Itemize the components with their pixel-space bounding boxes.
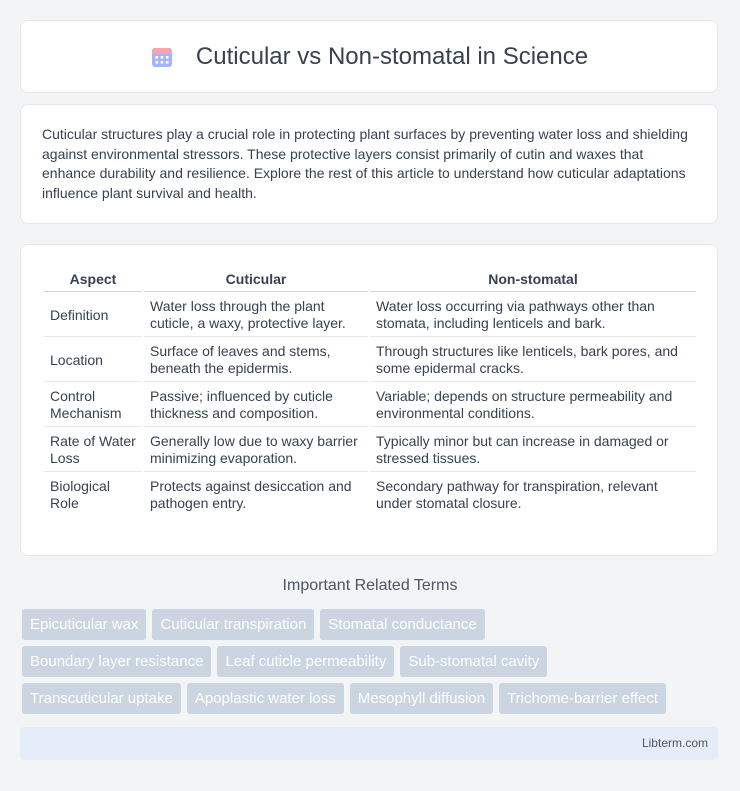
aspect-cell: Rate of Water Loss [44, 429, 142, 472]
term-tag[interactable]: Boundary layer resistance [22, 646, 211, 677]
tag-row [22, 646, 722, 677]
term-tag[interactable]: Apoplastic water loss [187, 683, 344, 714]
column-header-non-stomatal: Non-stomatal [370, 267, 696, 292]
related-terms-tags [22, 609, 722, 720]
term-tag[interactable]: Trichome-barrier effect [499, 683, 666, 714]
table-header-row [44, 267, 696, 292]
footer-link[interactable]: Libterm.com [641, 736, 708, 750]
non-stomatal-cell: Through structures like lenticels, bark pores, and some epidermal cracks. [370, 339, 696, 382]
table-row [44, 429, 696, 472]
intro-text: Cuticular structures play a crucial role in protecting plant surfaces by preventing water loss and shielding against environmental stressors. These protective layers consist primarily of cutin and waxes that enhance durability and resilience. Explore the rest of this article to understand how cuticular adaptations influence plant survival and health. [42, 126, 688, 201]
term-tag[interactable]: Cuticular transpiration [152, 609, 314, 640]
term-tag[interactable]: Stomatal conductance [320, 609, 484, 640]
aspect-cell: Location [44, 339, 142, 382]
related-terms-title: Important Related Terms [282, 577, 458, 594]
column-header-aspect: Aspect [44, 267, 142, 292]
aspect-cell: Definition [44, 294, 142, 337]
tag-row [22, 609, 722, 640]
cuticular-cell: Protects against desiccation and pathogen entry. [150, 478, 352, 511]
non-stomatal-cell: Variable; depends on structure permeability and environmental conditions. [370, 384, 696, 427]
table-row [44, 339, 696, 382]
non-stomatal-cell: Secondary pathway for transpiration, relevant under stomatal closure. [376, 478, 658, 511]
footer [20, 727, 718, 760]
cuticular-cell: Generally low due to waxy barrier minimizing evaporation. [144, 429, 368, 472]
cuticular-cell: Water loss through the plant cuticle, a waxy, protective layer. [144, 294, 368, 337]
intro-card [20, 104, 718, 224]
term-tag[interactable]: Mesophyll diffusion [350, 683, 493, 714]
comparison-table [42, 265, 698, 518]
column-header-cuticular: Cuticular [144, 267, 368, 292]
comparison-card [20, 244, 718, 556]
term-tag[interactable]: Epicuticular wax [22, 609, 146, 640]
term-tag[interactable]: Transcuticular uptake [22, 683, 181, 714]
header-card [20, 20, 718, 93]
non-stomatal-cell: Typically minor but can increase in damaged or stressed tissues. [370, 429, 696, 472]
page-title: Cuticular vs Non-stomatal in Science [195, 42, 589, 70]
table-row [44, 294, 696, 337]
term-tag[interactable]: Leaf cuticle permeability [217, 646, 394, 677]
calendar-grid-icon [150, 45, 174, 69]
non-stomatal-cell: Water loss occurring via pathways other than stomata, including lenticels and bark. [370, 294, 696, 337]
aspect-cell: Control Mechanism [44, 384, 142, 427]
table-row [44, 474, 696, 516]
tag-row [22, 683, 722, 714]
aspect-cell: Biological Role [50, 478, 110, 511]
cuticular-cell: Passive; influenced by cuticle thickness and composition. [144, 384, 368, 427]
table-row [44, 384, 696, 427]
term-tag[interactable]: Sub-stomatal cavity [400, 646, 547, 677]
cuticular-cell: Surface of leaves and stems, beneath the epidermis. [144, 339, 368, 382]
